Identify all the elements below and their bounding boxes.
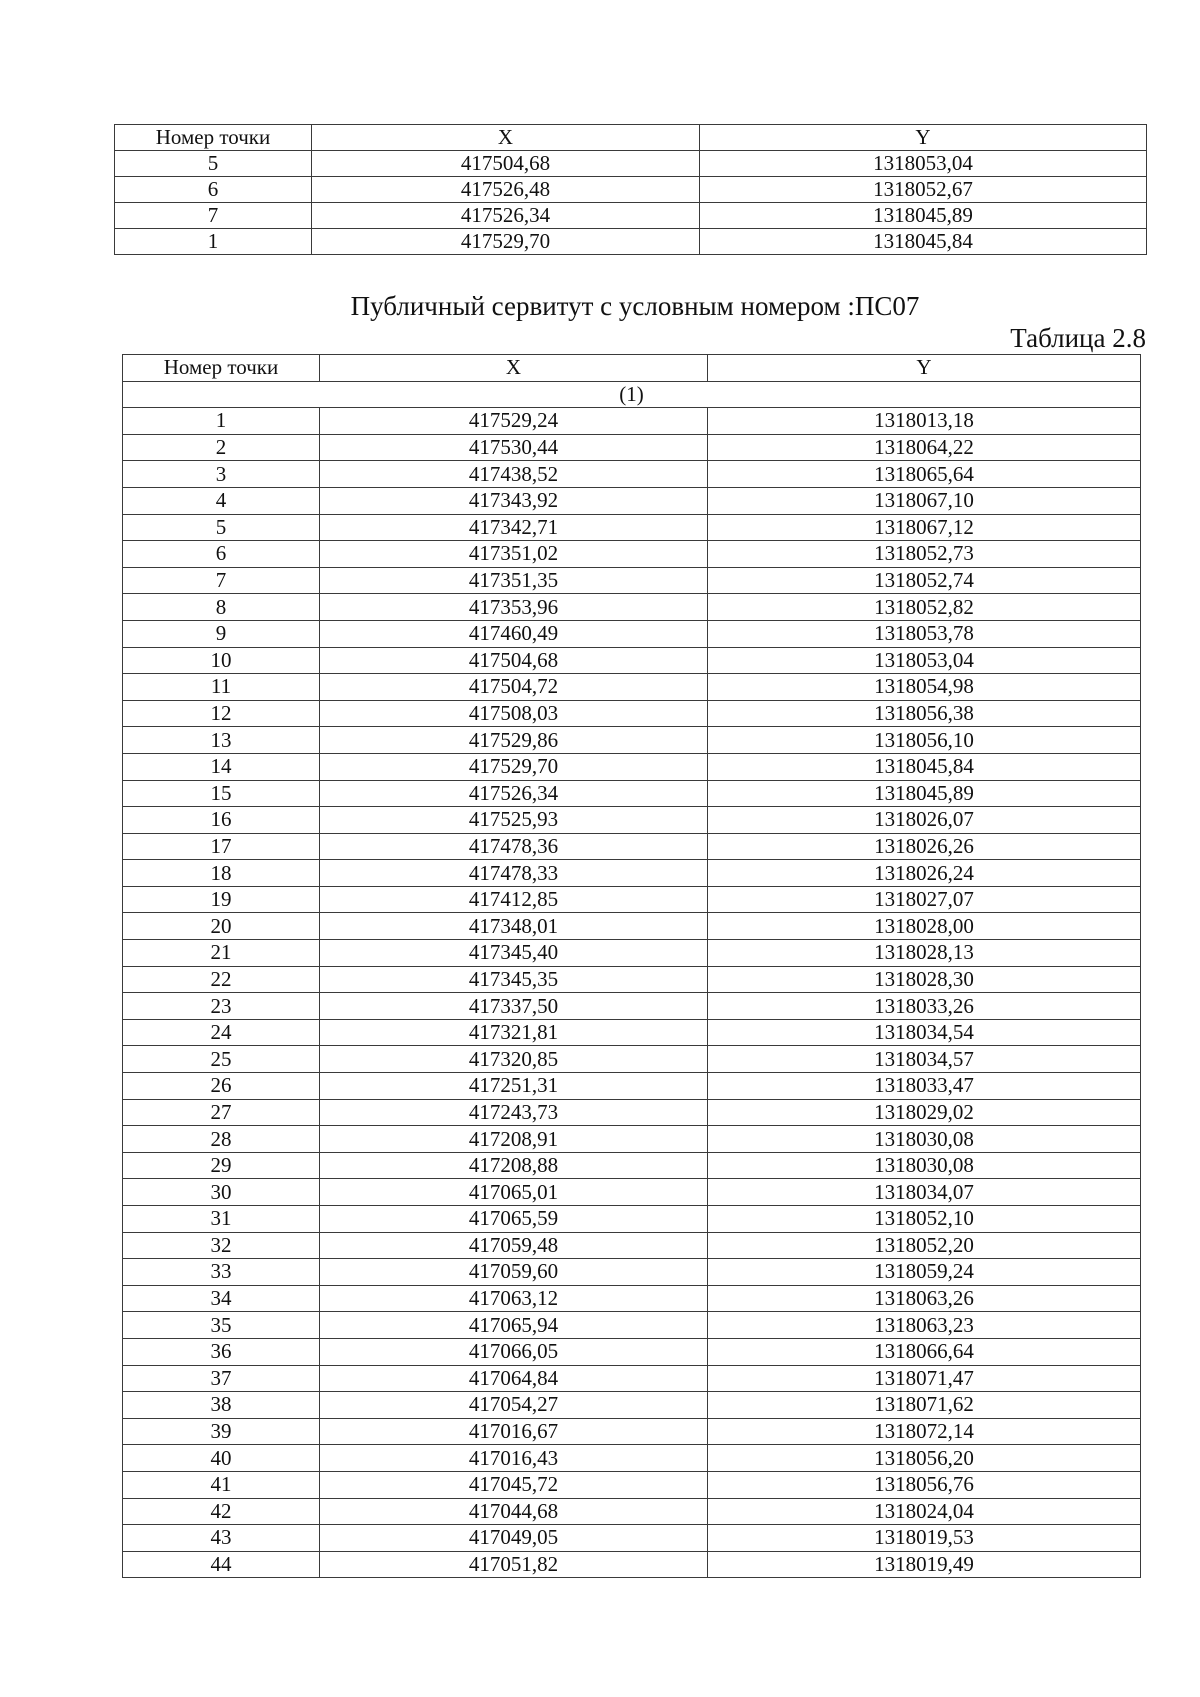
point-number-cell: 16 (123, 807, 320, 834)
point-number-cell: 29 (123, 1152, 320, 1179)
point-number-cell: 23 (123, 993, 320, 1020)
x-coordinate-cell: 417529,70 (312, 229, 700, 255)
y-coordinate-cell: 1318053,04 (700, 151, 1147, 177)
header-row (115, 125, 1147, 151)
y-coordinate-cell: 1318019,49 (708, 1551, 1141, 1578)
point-number-cell: 40 (123, 1445, 320, 1472)
point-number-cell: 17 (123, 833, 320, 860)
y-coordinate-cell: 1318056,20 (708, 1445, 1141, 1472)
table-row (123, 1471, 1141, 1498)
point-number-cell: 11 (123, 674, 320, 701)
table-row (123, 753, 1141, 780)
table-row (123, 408, 1141, 435)
y-coordinate-cell: 1318053,04 (708, 647, 1141, 674)
table-row (123, 1073, 1141, 1100)
table-row (123, 1232, 1141, 1259)
point-number-cell: 10 (123, 647, 320, 674)
y-coordinate-cell: 1318045,89 (708, 780, 1141, 807)
table-row (123, 780, 1141, 807)
table-row (123, 1152, 1141, 1179)
table-row (123, 1418, 1141, 1445)
point-number-cell: 8 (123, 594, 320, 621)
x-coordinate-cell: 417321,81 (320, 1019, 708, 1046)
table-row (123, 727, 1141, 754)
x-coordinate-cell: 417063,12 (320, 1285, 708, 1312)
x-coordinate-cell: 417059,48 (320, 1232, 708, 1259)
header-y: Y (700, 125, 1147, 151)
y-coordinate-cell: 1318059,24 (708, 1259, 1141, 1286)
y-coordinate-cell: 1318066,64 (708, 1338, 1141, 1365)
previous-coordinates-table (114, 124, 1147, 255)
y-coordinate-cell: 1318054,98 (708, 674, 1141, 701)
x-coordinate-cell: 417351,35 (320, 567, 708, 594)
point-number-cell: 14 (123, 753, 320, 780)
x-coordinate-cell: 417016,43 (320, 1445, 708, 1472)
table-row (123, 1179, 1141, 1206)
table-row (123, 541, 1141, 568)
point-number-cell: 19 (123, 886, 320, 913)
y-coordinate-cell: 1318071,47 (708, 1365, 1141, 1392)
y-coordinate-cell: 1318024,04 (708, 1498, 1141, 1525)
x-coordinate-cell: 417351,02 (320, 541, 708, 568)
point-number-cell: 7 (123, 567, 320, 594)
x-coordinate-cell: 417065,01 (320, 1179, 708, 1206)
header-x: X (320, 355, 708, 382)
x-coordinate-cell: 417049,05 (320, 1525, 708, 1552)
x-coordinate-cell: 417045,72 (320, 1471, 708, 1498)
point-number-cell: 37 (123, 1365, 320, 1392)
x-coordinate-cell: 417526,48 (312, 177, 700, 203)
point-number-cell: 18 (123, 860, 320, 887)
y-coordinate-cell: 1318028,30 (708, 966, 1141, 993)
point-number-cell: 39 (123, 1418, 320, 1445)
y-coordinate-cell: 1318064,22 (708, 434, 1141, 461)
point-number-cell: 25 (123, 1046, 320, 1073)
x-coordinate-cell: 417208,91 (320, 1126, 708, 1153)
table-row (123, 860, 1141, 887)
x-coordinate-cell: 417243,73 (320, 1099, 708, 1126)
y-coordinate-cell: 1318028,00 (708, 913, 1141, 940)
y-coordinate-cell: 1318028,13 (708, 940, 1141, 967)
y-coordinate-cell: 1318052,74 (708, 567, 1141, 594)
table-row (123, 1099, 1141, 1126)
contour-row (123, 381, 1141, 408)
x-coordinate-cell: 417530,44 (320, 434, 708, 461)
point-number-cell: 43 (123, 1525, 320, 1552)
y-coordinate-cell: 1318019,53 (708, 1525, 1141, 1552)
x-coordinate-cell: 417478,33 (320, 860, 708, 887)
x-coordinate-cell: 417345,35 (320, 966, 708, 993)
x-coordinate-cell: 417478,36 (320, 833, 708, 860)
main-coordinates-table (122, 354, 1141, 1578)
x-coordinate-cell: 417251,31 (320, 1073, 708, 1100)
point-number-cell: 21 (123, 940, 320, 967)
x-coordinate-cell: 417066,05 (320, 1338, 708, 1365)
table-row (123, 886, 1141, 913)
x-coordinate-cell: 417343,92 (320, 487, 708, 514)
y-coordinate-cell: 1318034,07 (708, 1179, 1141, 1206)
table-row (123, 1551, 1141, 1578)
point-number-cell: 7 (115, 203, 312, 229)
table-row (123, 461, 1141, 488)
y-coordinate-cell: 1318045,84 (700, 229, 1147, 255)
x-coordinate-cell: 417208,88 (320, 1152, 708, 1179)
point-number-cell: 15 (123, 780, 320, 807)
table-row (115, 203, 1147, 229)
x-coordinate-cell: 417529,24 (320, 408, 708, 435)
table-row (123, 647, 1141, 674)
x-coordinate-cell: 417065,59 (320, 1206, 708, 1233)
header-y: Y (708, 355, 1141, 382)
table-row (123, 966, 1141, 993)
x-coordinate-cell: 417065,94 (320, 1312, 708, 1339)
table-row (123, 1365, 1141, 1392)
y-coordinate-cell: 1318026,07 (708, 807, 1141, 834)
point-number-cell: 9 (123, 620, 320, 647)
x-coordinate-cell: 417054,27 (320, 1392, 708, 1419)
point-number-cell: 12 (123, 700, 320, 727)
y-coordinate-cell: 1318067,12 (708, 514, 1141, 541)
y-coordinate-cell: 1318052,82 (708, 594, 1141, 621)
y-coordinate-cell: 1318026,24 (708, 860, 1141, 887)
table-row (123, 1338, 1141, 1365)
table-row (123, 833, 1141, 860)
table-row (123, 1206, 1141, 1233)
x-coordinate-cell: 417353,96 (320, 594, 708, 621)
y-coordinate-cell: 1318034,57 (708, 1046, 1141, 1073)
y-coordinate-cell: 1318027,07 (708, 886, 1141, 913)
point-number-cell: 36 (123, 1338, 320, 1365)
table-row (123, 913, 1141, 940)
header-point-number: Номер точки (123, 355, 320, 382)
x-coordinate-cell: 417526,34 (312, 203, 700, 229)
table-row (123, 1498, 1141, 1525)
table-row (123, 567, 1141, 594)
contour-label: (1) (123, 381, 1141, 408)
y-coordinate-cell: 1318063,23 (708, 1312, 1141, 1339)
y-coordinate-cell: 1318065,64 (708, 461, 1141, 488)
table-row (123, 514, 1141, 541)
point-number-cell: 3 (123, 461, 320, 488)
point-number-cell: 4 (123, 487, 320, 514)
y-coordinate-cell: 1318056,10 (708, 727, 1141, 754)
section-title: Публичный сервитут с условным номером :ПС07 (350, 291, 920, 321)
x-coordinate-cell: 417504,68 (312, 151, 700, 177)
table-row (123, 620, 1141, 647)
header-x: X (312, 125, 700, 151)
y-coordinate-cell: 1318026,26 (708, 833, 1141, 860)
point-number-cell: 35 (123, 1312, 320, 1339)
table-row (123, 1046, 1141, 1073)
x-coordinate-cell: 417051,82 (320, 1551, 708, 1578)
point-number-cell: 13 (123, 727, 320, 754)
point-number-cell: 34 (123, 1285, 320, 1312)
x-coordinate-cell: 417345,40 (320, 940, 708, 967)
y-coordinate-cell: 1318052,67 (700, 177, 1147, 203)
point-number-cell: 24 (123, 1019, 320, 1046)
x-coordinate-cell: 417016,67 (320, 1418, 708, 1445)
x-coordinate-cell: 417508,03 (320, 700, 708, 727)
header-row (123, 355, 1141, 382)
table-row (123, 1445, 1141, 1472)
point-number-cell: 5 (123, 514, 320, 541)
point-number-cell: 41 (123, 1471, 320, 1498)
y-coordinate-cell: 1318053,78 (708, 620, 1141, 647)
point-number-cell: 33 (123, 1259, 320, 1286)
y-coordinate-cell: 1318030,08 (708, 1126, 1141, 1153)
table-row (123, 674, 1141, 701)
x-coordinate-cell: 417044,68 (320, 1498, 708, 1525)
point-number-cell: 1 (123, 408, 320, 435)
table-row (123, 1392, 1141, 1419)
y-coordinate-cell: 1318045,84 (708, 753, 1141, 780)
table-row (123, 1285, 1141, 1312)
x-coordinate-cell: 417064,84 (320, 1365, 708, 1392)
table-row (115, 229, 1147, 255)
table-row (123, 1259, 1141, 1286)
table-row (123, 487, 1141, 514)
y-coordinate-cell: 1318030,08 (708, 1152, 1141, 1179)
x-coordinate-cell: 417525,93 (320, 807, 708, 834)
x-coordinate-cell: 417438,52 (320, 461, 708, 488)
x-coordinate-cell: 417342,71 (320, 514, 708, 541)
x-coordinate-cell: 417337,50 (320, 993, 708, 1020)
point-number-cell: 27 (123, 1099, 320, 1126)
point-number-cell: 26 (123, 1073, 320, 1100)
previous-table-body (115, 151, 1147, 255)
y-coordinate-cell: 1318056,76 (708, 1471, 1141, 1498)
point-number-cell: 22 (123, 966, 320, 993)
point-number-cell: 6 (123, 541, 320, 568)
y-coordinate-cell: 1318052,10 (708, 1206, 1141, 1233)
table-row (123, 1312, 1141, 1339)
y-coordinate-cell: 1318052,73 (708, 541, 1141, 568)
table-row (123, 807, 1141, 834)
y-coordinate-cell: 1318072,14 (708, 1418, 1141, 1445)
table-row (123, 700, 1141, 727)
point-number-cell: 20 (123, 913, 320, 940)
table-row (123, 993, 1141, 1020)
y-coordinate-cell: 1318033,26 (708, 993, 1141, 1020)
y-coordinate-cell: 1318052,20 (708, 1232, 1141, 1259)
y-coordinate-cell: 1318013,18 (708, 408, 1141, 435)
y-coordinate-cell: 1318029,02 (708, 1099, 1141, 1126)
point-number-cell: 44 (123, 1551, 320, 1578)
x-coordinate-cell: 417059,60 (320, 1259, 708, 1286)
point-number-cell: 6 (115, 177, 312, 203)
table-row (115, 177, 1147, 203)
x-coordinate-cell: 417504,68 (320, 647, 708, 674)
y-coordinate-cell: 1318067,10 (708, 487, 1141, 514)
table-row (123, 1126, 1141, 1153)
x-coordinate-cell: 417504,72 (320, 674, 708, 701)
y-coordinate-cell: 1318034,54 (708, 1019, 1141, 1046)
point-number-cell: 2 (123, 434, 320, 461)
point-number-cell: 28 (123, 1126, 320, 1153)
point-number-cell: 42 (123, 1498, 320, 1525)
x-coordinate-cell: 417348,01 (320, 913, 708, 940)
point-number-cell: 30 (123, 1179, 320, 1206)
table-row (123, 940, 1141, 967)
table-caption: Таблица 2.8 (1010, 323, 1146, 353)
x-coordinate-cell: 417412,85 (320, 886, 708, 913)
point-number-cell: 31 (123, 1206, 320, 1233)
y-coordinate-cell: 1318056,38 (708, 700, 1141, 727)
x-coordinate-cell: 417320,85 (320, 1046, 708, 1073)
table-row (115, 151, 1147, 177)
x-coordinate-cell: 417526,34 (320, 780, 708, 807)
point-number-cell: 38 (123, 1392, 320, 1419)
table-row (123, 1525, 1141, 1552)
y-coordinate-cell: 1318071,62 (708, 1392, 1141, 1419)
y-coordinate-cell: 1318033,47 (708, 1073, 1141, 1100)
x-coordinate-cell: 417529,70 (320, 753, 708, 780)
table-row (123, 434, 1141, 461)
header-point-number: Номер точки (115, 125, 312, 151)
table-row (123, 1019, 1141, 1046)
table-row (123, 594, 1141, 621)
point-number-cell: 1 (115, 229, 312, 255)
x-coordinate-cell: 417460,49 (320, 620, 708, 647)
point-number-cell: 5 (115, 151, 312, 177)
main-table-body (123, 408, 1141, 1578)
point-number-cell: 32 (123, 1232, 320, 1259)
x-coordinate-cell: 417529,86 (320, 727, 708, 754)
y-coordinate-cell: 1318063,26 (708, 1285, 1141, 1312)
y-coordinate-cell: 1318045,89 (700, 203, 1147, 229)
